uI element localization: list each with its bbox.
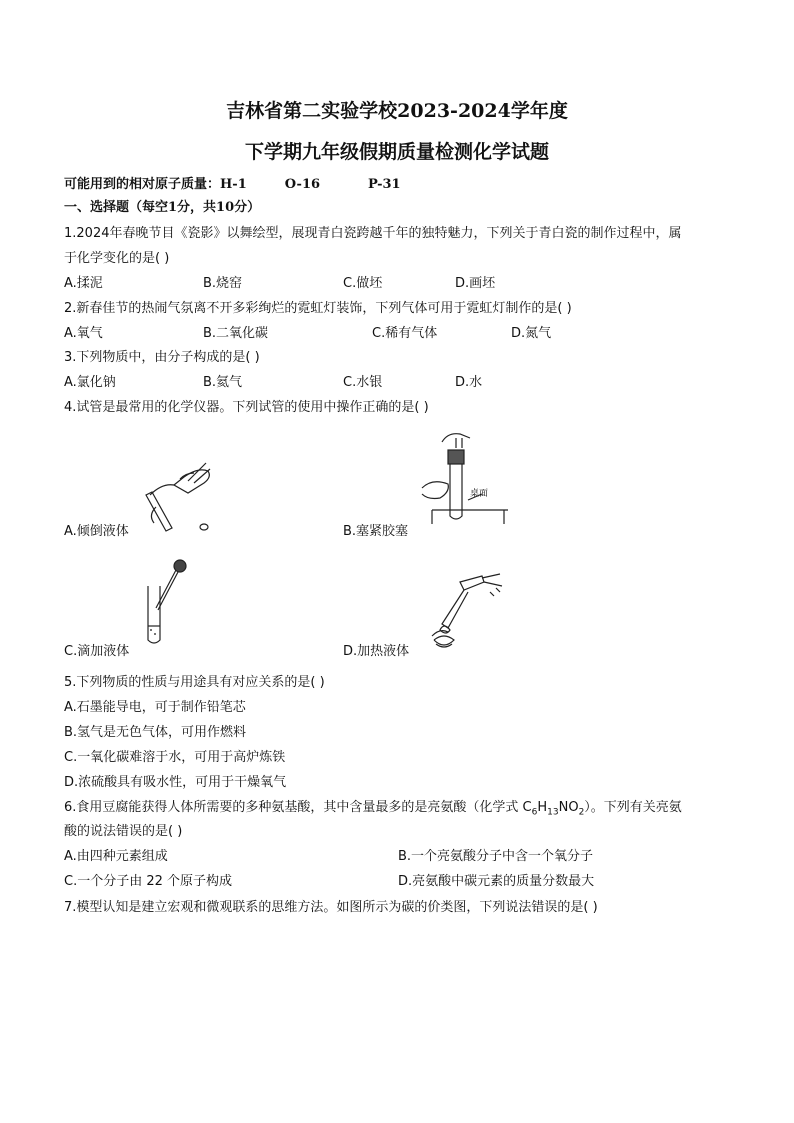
q5-option-b[interactable]: B.氢气是无色气体，可用作燃料 [64,725,247,740]
q2-option-b[interactable]: B.二氧化碳 [203,326,269,341]
q4-option-d[interactable]: D.加热液体 [343,644,410,659]
q1-option-b[interactable]: B.烧窑 [203,276,243,291]
q5-stem: 5.下列物质的性质与用途具有对应关系的是( ) [64,675,325,690]
q4-stem: 4.试管是最常用的化学仪器。下列试管的使用中操作正确的是( ) [64,400,429,415]
q4-option-a[interactable]: A.倾倒液体 [64,524,129,539]
q2-stem: 2.新春佳节的热闹气氛离不开多彩绚烂的霓虹灯装饰，下列气体可用于霓虹灯制作的是( ) [64,301,572,316]
q3-option-a[interactable]: A.氯化钠 [64,375,116,390]
atomic-mass-h: H-1 [220,177,247,192]
q5-option-a[interactable]: A.石墨能导电，可于制作铅笔芯 [64,700,246,715]
q1-option-a[interactable]: A.揉泥 [64,276,103,291]
q2-option-c[interactable]: C.稀有气体 [372,326,438,341]
q6-formula-no: NO [558,800,579,815]
q3-stem: 3.下列物质中，由分子构成的是( ) [64,350,260,365]
q6-stem-part1: 6.食用豆腐能获得人体所需要的多种氨基酸，其中含量最多的是亮氨酸（化学式 C [64,800,532,815]
exam-title-line2: 下学期九年级假期质量检测化学试题 [244,141,549,163]
figure-heating-liquid [420,570,510,654]
q6-option-d[interactable]: D.亮氨酸中碳元素的质量分数最大 [398,874,595,889]
q2-option-a[interactable]: A.氧气 [64,326,103,341]
q1-stem-line1: 1.2024年春晚节目《瓷影》以舞绘型，展现青白瓷跨越千年的独特魅力，下列关于青白瓷的制作过程中，属 [64,226,682,241]
atomic-mass-o: O-16 [284,177,321,192]
q1-option-c[interactable]: C.做坯 [343,276,383,291]
q1-option-d[interactable]: D.画坯 [455,276,496,291]
q6-formula-h: H [537,800,548,815]
q6-formula-c-count: 6 [531,807,538,818]
q4-option-c[interactable]: C.滴加液体 [64,644,130,659]
q2-option-d[interactable]: D.氮气 [511,326,552,341]
atomic-mass-p: P-31 [368,177,401,192]
figure-inserting-stopper [418,428,518,524]
q3-option-b[interactable]: B.氦气 [203,375,243,390]
q5-option-c[interactable]: C.一氧化碳难溶于水，可用于高炉炼铁 [64,750,286,765]
q3-option-d[interactable]: D.水 [455,375,483,390]
section1-heading: 一、选择题（每空1分，共10分） [64,200,261,215]
q1-stem-line2: 于化学变化的是( ) [64,251,170,266]
q4-option-b[interactable]: B.塞紧胶塞 [343,524,409,539]
q6-stem-line1 [64,800,682,821]
q6-option-b[interactable]: B.一个亮氨酸分子中含一个氧分子 [398,849,594,864]
atomic-mass-line [64,177,401,193]
q6-option-c[interactable]: C.一个分子由 22 个原子构成 [64,874,233,889]
q7-stem: 7.模型认知是建立宏观和微观联系的思维方法。如图所示为碳的价类图，下列说法错误的是( ) [64,900,598,915]
q5-option-d[interactable]: D.浓硫酸具有吸水性，可用于干燥氧气 [64,775,287,790]
q6-stem-line2: 酸的说法错误的是( ) [64,824,183,839]
q6-formula-h-count: 13 [547,807,559,818]
q6-stem-part2: ）。下列有关亮氨 [584,800,682,815]
q6-option-a[interactable]: A.由四种元素组成 [64,849,168,864]
figure-dropping-liquid [138,556,198,646]
figure-pouring-liquid [128,455,218,535]
q3-option-c[interactable]: C.水银 [343,375,383,390]
exam-title-line1: 吉林省第二实验学校2023-2024学年度 [226,100,568,122]
atomic-mass-label: 可能用到的相对原子质量： [64,177,221,192]
q6-formula-o-count: 2 [578,807,585,818]
figure-b-table-label: 桌面 [470,489,489,499]
